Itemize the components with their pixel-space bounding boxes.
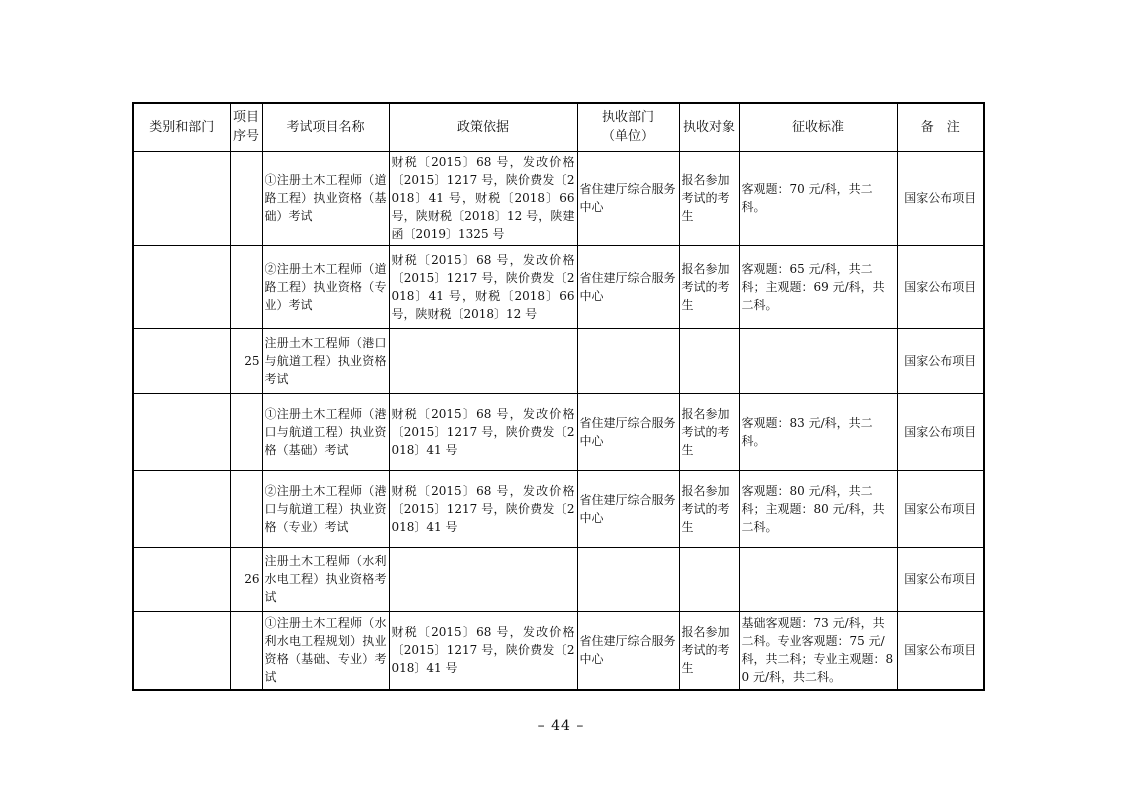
cell-policy [389, 328, 577, 393]
cell-seq: 25 [230, 328, 262, 393]
cell-standard [739, 547, 897, 611]
table-row [133, 328, 984, 393]
cell-standard: 客观题：65 元/科，共二科；主观题：69 元/科，共二科。 [739, 245, 897, 328]
cell-target [679, 547, 739, 611]
cell-policy: 财税〔2015〕68 号，发改价格〔2015〕1217 号，陕价费发〔2018〕41 号 [389, 611, 577, 690]
header-dept [577, 103, 679, 151]
cell-policy [389, 547, 577, 611]
cell-name: ①注册土木工程师（水利水电工程规划）执业资格（基础、专业）考试 [262, 611, 389, 690]
cell-seq [230, 151, 262, 245]
table-row [133, 393, 984, 470]
cell-target [679, 328, 739, 393]
cell-policy: 财税〔2015〕68 号，发改价格〔2015〕1217 号，陕价费发〔2018〕41 号，财税〔2018〕66 号，陕财税〔2018〕12 号 [389, 245, 577, 328]
header-dept-line2: （单位） [601, 129, 654, 145]
cell-seq [230, 470, 262, 547]
cell-target: 报名参加考试的考生 [679, 611, 739, 690]
header-row [133, 103, 984, 151]
cell-dept: 省住建厅综合服务中心 [577, 245, 679, 328]
cell-name: ②注册土木工程师（道路工程）执业资格（专业）考试 [262, 245, 389, 328]
cell-remark: 国家公布项目 [897, 151, 984, 245]
cell-dept [577, 547, 679, 611]
cell-category [133, 245, 230, 328]
header-seq: 项目序号 [230, 103, 262, 151]
header-remark: 备 注 [897, 103, 984, 151]
cell-category [133, 611, 230, 690]
fee-table [132, 102, 985, 691]
cell-dept: 省住建厅综合服务中心 [577, 611, 679, 690]
cell-dept: 省住建厅综合服务中心 [577, 393, 679, 470]
header-dept-line1: 执收部门 [601, 110, 654, 126]
cell-category [133, 547, 230, 611]
cell-name: ②注册土木工程师（港口与航道工程）执业资格（专业）考试 [262, 470, 389, 547]
header-name: 考试项目名称 [262, 103, 389, 151]
cell-standard [739, 328, 897, 393]
cell-policy: 财税〔2015〕68 号，发改价格〔2015〕1217 号，陕价费发〔2018〕41 号 [389, 470, 577, 547]
cell-seq: 26 [230, 547, 262, 611]
cell-target: 报名参加考试的考生 [679, 393, 739, 470]
page-number: – 44 – [537, 718, 585, 734]
cell-seq [230, 245, 262, 328]
cell-remark: 国家公布项目 [897, 328, 984, 393]
header-policy: 政策依据 [389, 103, 577, 151]
cell-standard: 客观题：83 元/科，共二科。 [739, 393, 897, 470]
header-standard: 征收标准 [739, 103, 897, 151]
cell-dept: 省住建厅综合服务中心 [577, 151, 679, 245]
cell-category [133, 470, 230, 547]
table-row [133, 245, 984, 328]
table-row [133, 470, 984, 547]
cell-category [133, 393, 230, 470]
cell-seq [230, 393, 262, 470]
cell-policy: 财税〔2015〕68 号，发改价格〔2015〕1217 号，陕价费发〔2018〕41 号 [389, 393, 577, 470]
cell-remark: 国家公布项目 [897, 393, 984, 470]
cell-remark: 国家公布项目 [897, 547, 984, 611]
cell-dept: 省住建厅综合服务中心 [577, 470, 679, 547]
cell-name: 注册土木工程师（港口与航道工程）执业资格考试 [262, 328, 389, 393]
cell-category [133, 328, 230, 393]
cell-dept [577, 328, 679, 393]
cell-target: 报名参加考试的考生 [679, 245, 739, 328]
cell-remark: 国家公布项目 [897, 245, 984, 328]
cell-standard: 客观题：70 元/科，共二科。 [739, 151, 897, 245]
header-category: 类别和部门 [133, 103, 230, 151]
cell-target: 报名参加考试的考生 [679, 470, 739, 547]
cell-policy: 财税〔2015〕68 号，发改价格〔2015〕1217 号，陕价费发〔2018〕41 号，财税〔2018〕66 号，陕财税〔2018〕12 号，陕建函〔2019〕1325 号 [389, 151, 577, 245]
table-row [133, 611, 984, 690]
header-target: 执收对象 [679, 103, 739, 151]
cell-seq [230, 611, 262, 690]
cell-standard: 基础客观题：73 元/科，共二科。专业客观题：75 元/科，共二科；专业主观题：80 元/科，共二科。 [739, 611, 897, 690]
cell-standard: 客观题：80 元/科，共二科；主观题：80 元/科，共二科。 [739, 470, 897, 547]
cell-category [133, 151, 230, 245]
cell-remark: 国家公布项目 [897, 611, 984, 690]
cell-name: ①注册土木工程师（港口与航道工程）执业资格（基础）考试 [262, 393, 389, 470]
cell-name: ①注册土木工程师（道路工程）执业资格（基础）考试 [262, 151, 389, 245]
cell-target: 报名参加考试的考生 [679, 151, 739, 245]
table-row [133, 547, 984, 611]
cell-name: 注册土木工程师（水利水电工程）执业资格考试 [262, 547, 389, 611]
cell-remark: 国家公布项目 [897, 470, 984, 547]
table-row [133, 151, 984, 245]
